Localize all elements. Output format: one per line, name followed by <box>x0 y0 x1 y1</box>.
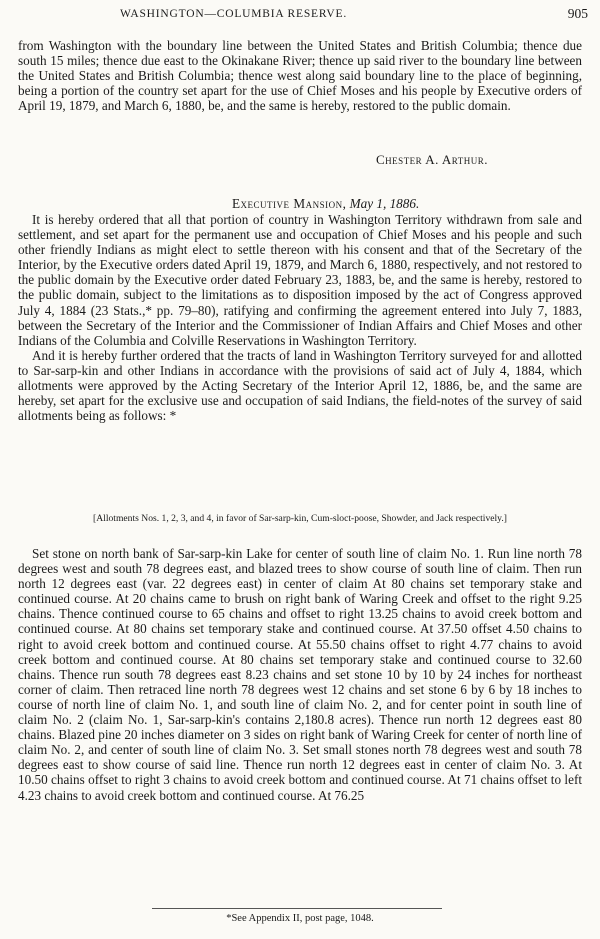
footnote-divider <box>152 908 442 909</box>
page-header <box>18 6 588 24</box>
order-body <box>18 212 582 423</box>
continued-paragraph: from Washington with the boundary line between the United States and British Columbia; thence due south 15 miles; thence due east to the Okinakane River; thence up said river to the boundary line between the United States and British Columbia; thence west along said boundary line to the place of beginning, being a portion of the country set apart for the use of Chief Moses and his people by Executive orders of April 19, 1879, and March 6, 1880, be, and the same is hereby, restored to the public domain. <box>18 38 582 114</box>
signature: Chester A. Arthur. <box>376 152 488 167</box>
running-title: WASHINGTON—COLUMBIA RESERVE. <box>120 8 347 20</box>
dateline-place: Executive Mansion, <box>232 196 347 211</box>
footnote: *See Appendix II, post page, 1048. <box>226 913 374 924</box>
field-notes <box>18 546 582 803</box>
field-notes-paragraph: Set stone on north bank of Sar-sarp-kin Lake for center of south line of claim No. 1. Run line north 78 degrees west and south 78 degrees east, and blazed trees to show course of south line of claim. Then run north 12 degrees east (var. 22 degrees east) in center of claim At 80 chains set temporary stake and continued course. At 20 chains came to brush on right bank of Waring Creek and offset to the right 9.25 chains. Thence continued course to 65 chains and offset to right 13.25 chains to avoid creek bottom and continued course. At 80 chains set temporary stake and continued course. At 37.50 offset 4.50 chains to right to avoid creek bottom and continued course. At 55.50 chains offset to right 4.77 chains to avoid creek bottom and continued course. At 80 chains set temporary stake and continued course to 32.60 chains. Thence run south 78 degrees east 8.23 chains and set stone 10 by 10 by 24 inches for northeast corner of claim. Then retraced line north 78 degrees west 12 chains and set stone 6 by 6 by 18 inches to course of north line of claim No. 1, and south line of claim No. 2, and for center point in south line of claim No. 2 (claim No. 1, Sar-sarp-kin's contains 2,180.8 acres). Thence run north 12 degrees east 80 chains. Blazed pine 20 inches diameter on 3 sides on right bank of Waring Creek for center of north line of claim No. 2, and center of south line of claim No. 3. Set small stones north 78 degrees west and south 78 degrees east to show course of said line. Thence run north 12 degrees east in center of claim No. 3. At 10.50 chains offset to right 3 chains to avoid creek bottom and continued course. At 71 chains offset to left 4.23 chains to avoid creek bottom and continued course. At 76.25 <box>18 546 582 803</box>
dateline <box>232 196 419 212</box>
order-paragraph-2: And it is hereby further ordered that the tracts of land in Washington Territory surveyed for and allotted to Sar-sarp-kin and other Indians in accordance with the provisions of said act of July 4, 1884, which allotments were approved by the Acting Secretary of the Interior April 12, 1886, be, and the same are hereby, set apart for the exclusive use and occupation of said Indians, the field-notes of the survey of said allotments being as follows: * <box>18 347 582 424</box>
order-paragraph-1: It is hereby ordered that all that portion of country in Washington Territory withdrawn from sale and settlement, and set apart for the permanent use and occupation of Chief Moses and his people and such other friendly Indians as might elect to settle thereon with his consent and that of the Secretary of the Interior, by the Executive orders dated April 19, 1879, and March 6, 1880, respectively, and not restored to the public domain by the Executive order dated February 23, 1883, be, and the same is hereby, restored to the public domain, subject to the limitations as to disposition imposed by the act of Congress approved July 4, 1884 (23 Stats.,* pp. 79–80), ratifying and confirming the agreement entered into July 7, 1883, between the Secretary of the Interior and the Commissioner of Indian Affairs and Chief Moses and other Indians of the Columbia and Colville Reservations in Washington Territory. <box>18 212 582 348</box>
page-number: 905 <box>567 6 588 21</box>
continued-order-text <box>18 38 582 113</box>
allotment-note: [Allotments Nos. 1, 2, 3, and 4, in favor of Sar-sarp-kin, Cum-sloct-poose, Showder, and Jack respectively.] <box>93 513 507 524</box>
dateline-date: May 1, 1886. <box>349 196 420 211</box>
